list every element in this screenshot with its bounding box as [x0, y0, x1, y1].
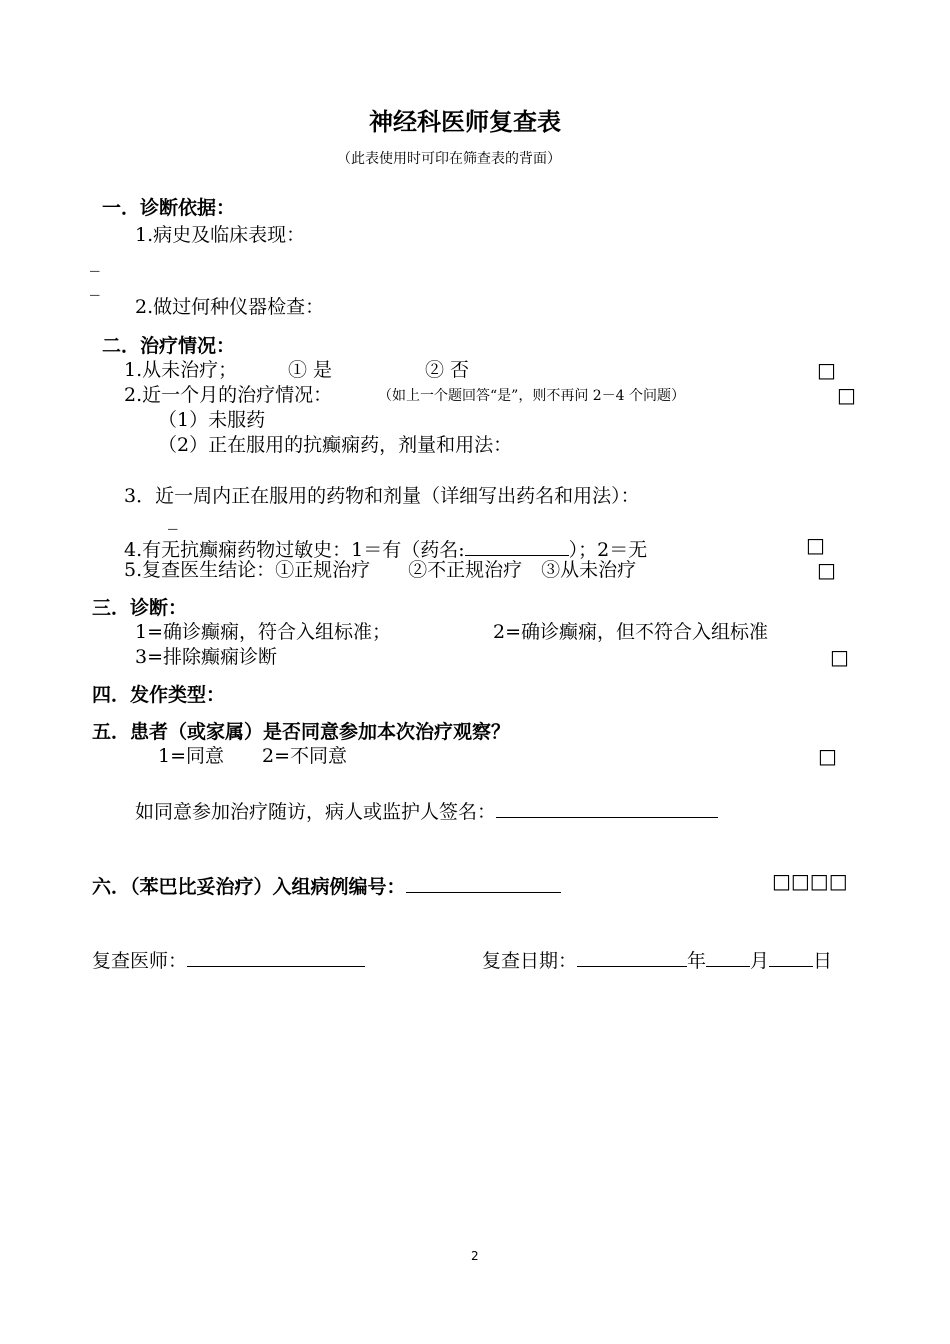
- question-2-2-label: 2.近一个月的治疗情况：: [124, 384, 333, 406]
- checkbox-2-2[interactable]: □: [837, 383, 856, 407]
- date-row: [482, 947, 832, 971]
- consent-options: 1=同意 2=不同意: [158, 745, 348, 767]
- section-4-heading: 四．发作类型：: [92, 684, 226, 706]
- drug-name-field[interactable]: [465, 536, 569, 556]
- diagnosis-option-1: 1=确诊癫痫，符合入组标准；: [135, 621, 392, 643]
- checkbox-2-1[interactable]: □: [817, 358, 836, 382]
- question-2-4-text: 4.有无抗癫痫药物过敏史：1＝有（药名:: [124, 539, 465, 561]
- checkbox-2-5[interactable]: □: [817, 558, 836, 582]
- question-2-1-label: 1.从未治疗；: [124, 359, 238, 381]
- question-1-1: 1.病史及临床表现：: [135, 224, 306, 246]
- option-2-2-a: （1）未服药: [158, 409, 266, 431]
- page-number: 2: [471, 1249, 479, 1263]
- diagnosis-option-3: 3=排除癫痫诊断: [135, 646, 278, 668]
- section-1-heading: 一．诊断依据：: [102, 197, 236, 219]
- section-6-heading: 六．（苯巴比妥治疗）入组病例编号：: [92, 876, 406, 898]
- year-label: 年: [687, 950, 707, 972]
- day-field[interactable]: [769, 947, 813, 967]
- checkbox-3[interactable]: □: [830, 645, 849, 669]
- section-6-row: [92, 873, 561, 897]
- dash-mark: _: [90, 250, 100, 272]
- page-title: 神经科医师复查表: [369, 108, 561, 136]
- question-2-3: 3．近一周内正在服用的药物和剂量（详细写出药名和用法）：: [124, 485, 640, 507]
- doctor-label: 复查医师：: [92, 950, 188, 972]
- signature-field[interactable]: [496, 798, 718, 818]
- month-label: 月: [750, 950, 770, 972]
- section-2-heading: 二．治疗情况：: [102, 335, 236, 357]
- dash-mark: _: [90, 274, 100, 296]
- doctor-row: [92, 947, 365, 971]
- day-label: 日: [813, 950, 833, 972]
- option-yes[interactable]: ① 是: [288, 359, 333, 381]
- case-number-boxes[interactable]: □□□□: [772, 869, 848, 893]
- signature-label: 如同意参加治疗随访，病人或监护人签名：: [135, 801, 497, 823]
- section-3-heading: 三．诊断：: [92, 597, 188, 619]
- question-2-5: 5.复查医生结论：①正规治疗 ②不正规治疗 ③从未治疗: [124, 559, 637, 581]
- checkbox-5[interactable]: □: [818, 744, 837, 768]
- checkbox-2-4[interactable]: □: [806, 533, 825, 557]
- question-2-4-text-end: ）；2＝无: [568, 539, 648, 561]
- year-field[interactable]: [577, 947, 687, 967]
- dash-mark: _: [168, 508, 178, 530]
- question-2-2-note: （如上一个题回答“是”，则不再问 2－4 个问题）: [378, 388, 686, 404]
- question-2-4: [124, 536, 647, 560]
- option-no[interactable]: ② 否: [425, 359, 470, 381]
- option-2-2-b: （2）正在服用的抗癫痫药，剂量和用法：: [158, 434, 513, 456]
- section-5-heading: 五．患者（或家属）是否同意参加本次治疗观察？: [92, 721, 511, 743]
- case-number-field[interactable]: [406, 873, 561, 893]
- diagnosis-option-2: 2=确诊癫痫，但不符合入组标准: [493, 621, 769, 643]
- doctor-field[interactable]: [187, 947, 365, 967]
- date-label: 复查日期：: [482, 950, 578, 972]
- signature-row: [135, 798, 718, 822]
- question-1-2: 2.做过何种仪器检查：: [135, 296, 325, 318]
- month-field[interactable]: [706, 947, 750, 967]
- page-subtitle: （此表使用时可印在筛查表的背面）: [337, 151, 561, 167]
